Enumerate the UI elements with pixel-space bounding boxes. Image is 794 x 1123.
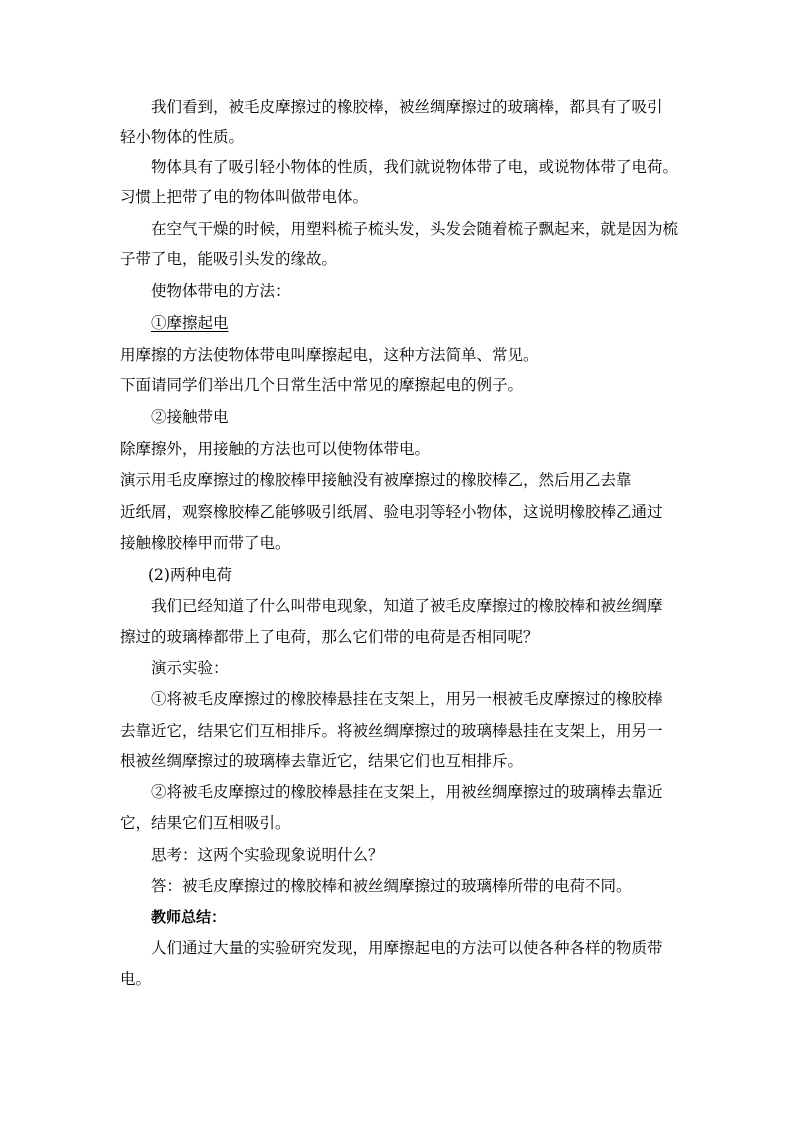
paragraph-line: 它，结果它们互相吸引。	[120, 814, 291, 832]
paragraph-line: 我们看到，被毛皮摩擦过的橡胶棒，被丝绸摩擦过的玻璃棒，都具有了吸引	[151, 98, 663, 116]
paragraph-line: ②将被毛皮摩擦过的橡胶棒悬挂在支架上，用被丝绸摩擦过的玻璃棒去靠近	[151, 783, 663, 801]
section-heading-contact: ②接触带电	[151, 408, 229, 426]
paragraph-line: 轻小物体的性质。	[120, 128, 245, 146]
paragraph-line: 子带了电，能吸引头发的缘故。	[120, 250, 338, 268]
paragraph-line: 擦过的玻璃棒都带上了电荷，那么它们带的电荷是否相同呢？	[120, 628, 539, 646]
paragraph-line: 答：被毛皮摩擦过的橡胶棒和被丝绸摩擦过的玻璃棒所带的电荷不同。	[151, 877, 632, 895]
paragraph-line: 电。	[120, 970, 152, 988]
paragraph-line: 用摩擦的方法使物体带电叫摩擦起电，这种方法简单、常见。	[120, 346, 539, 364]
paragraph-line: 去靠近它，结果它们互相排斥。将被丝绸摩擦过的玻璃棒悬挂在支架上，用另一	[120, 722, 663, 740]
paragraph-line: 思考：这两个实验现象说明什么？	[151, 846, 384, 864]
paragraph-line: 人们通过大量的实验研究发现，用摩擦起电的方法可以使各种各样的物质带	[151, 939, 663, 957]
section-heading-friction: ①摩擦起电	[151, 314, 229, 332]
paragraph-line: 接触橡胶棒甲而带了电。	[120, 534, 291, 552]
paragraph-line: 除摩擦外，用接触的方法也可以使物体带电。	[120, 440, 431, 458]
paragraph-line: 习惯上把带了电的物体叫做带电体。	[120, 188, 369, 206]
paragraph-line: 演示实验：	[151, 659, 229, 677]
paragraph-line: 我们已经知道了什么叫带电现象，知道了被毛皮摩擦过的橡胶棒和被丝绸摩	[151, 597, 663, 615]
paragraph-line: 下面请同学们举出几个日常生活中常见的摩擦起电的例子。	[120, 376, 524, 394]
paragraph-line: 演示用毛皮摩擦过的橡胶棒甲接触没有被摩擦过的橡胶棒乙，然后用乙去靠	[120, 471, 632, 489]
section-heading-two-charges: (2)两种电荷	[148, 566, 232, 584]
paragraph-line: 使物体带电的方法：	[151, 282, 291, 300]
paragraph-line: ①将被毛皮摩擦过的橡胶棒悬挂在支架上，用另一根被毛皮摩擦过的橡胶棒	[151, 690, 663, 708]
paragraph-line: 根被丝绸摩擦过的玻璃棒去靠近它，结果它们也互相排斥。	[120, 752, 524, 770]
paragraph-line: 在空气干燥的时候，用塑料梳子梳头发，头发会随着梳子飘起来，就是因为梳	[151, 220, 679, 238]
paragraph-line: 近纸屑，观察橡胶棒乙能够吸引纸屑、验电羽等轻小物体，这说明橡胶棒乙通过	[120, 503, 663, 521]
paragraph-line: 物体具有了吸引轻小物体的性质，我们就说物体带了电，或说物体带了电荷。	[151, 158, 679, 176]
teacher-summary-heading: 教师总结：	[151, 908, 227, 926]
